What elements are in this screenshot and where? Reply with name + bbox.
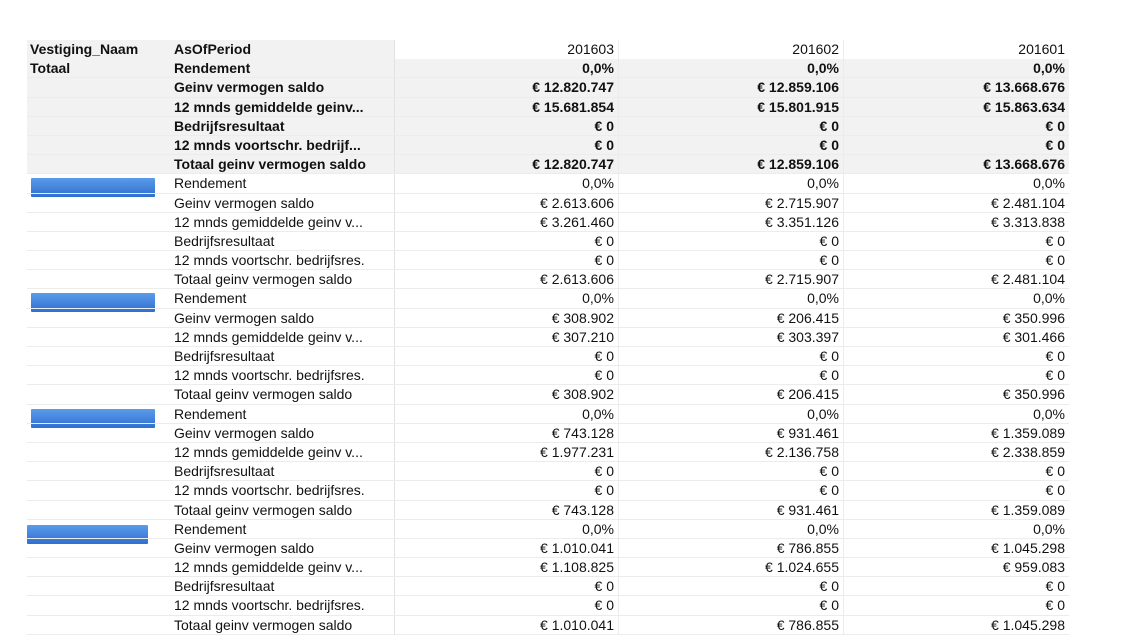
row-label[interactable]: Totaal geinv vermogen saldo	[170, 385, 395, 403]
value-cell[interactable]: 0,0%	[395, 174, 619, 192]
table-row	[27, 155, 1069, 174]
value-cell[interactable]: € 2.715.907	[619, 270, 844, 288]
value-cell[interactable]: € 2.613.606	[395, 270, 619, 288]
value-cell[interactable]: € 0	[619, 251, 844, 269]
value-cell[interactable]: 0,0%	[1033, 175, 1065, 192]
row-label[interactable]: Bedrijfsresultaat	[170, 232, 395, 250]
value-cell[interactable]: € 350.996	[1002, 309, 1065, 326]
table-row	[27, 59, 1069, 78]
table-row	[27, 520, 1069, 539]
branch-group	[27, 405, 1069, 520]
value-cell[interactable]: € 12.820.747	[395, 155, 619, 173]
row-label[interactable]: 12 mnds voortschr. bedrijfsres.	[170, 481, 395, 499]
value-cell[interactable]: € 0	[395, 462, 619, 480]
value-cell[interactable]: € 0	[1045, 367, 1065, 384]
branch-group	[27, 520, 1069, 635]
table-row	[27, 328, 1069, 347]
value-cell[interactable]: € 12.859.106	[619, 155, 844, 173]
value-cell[interactable]: € 2.613.606	[395, 194, 619, 212]
value-cell[interactable]: € 303.397	[619, 328, 844, 346]
value-cell[interactable]: € 0	[395, 577, 619, 595]
header-row	[27, 40, 1069, 59]
value-cell[interactable]: € 0	[619, 347, 844, 365]
row-label[interactable]: Geinv vermogen saldo	[170, 78, 395, 96]
value-cell[interactable]: € 1.024.655	[619, 558, 844, 576]
value-cell[interactable]: € 15.801.915	[619, 98, 844, 116]
row-label[interactable]: Rendement	[170, 520, 395, 538]
table-row	[27, 78, 1069, 97]
value-cell[interactable]: € 786.855	[619, 539, 844, 557]
header-period-3[interactable]: 201601	[1018, 41, 1065, 57]
header-branch-name[interactable]: Vestiging_Naam	[27, 40, 170, 59]
value-cell[interactable]: € 2.481.104	[991, 271, 1065, 288]
value-cell[interactable]: € 0	[844, 136, 1069, 154]
table-row	[27, 213, 1069, 232]
value-cell[interactable]: 0,0%	[619, 405, 844, 423]
row-label[interactable]: 12 mnds voortschr. bedrijfsres.	[170, 596, 395, 614]
value-cell[interactable]: 0,0%	[619, 174, 844, 192]
table-row	[27, 98, 1069, 117]
value-cell[interactable]: € 1.010.041	[395, 616, 619, 634]
value-cell[interactable]: € 931.461	[619, 501, 844, 519]
branch-name: Totaal	[30, 60, 71, 77]
value-cell[interactable]: € 12.820.747	[395, 78, 619, 96]
value-cell[interactable]: € 308.902	[395, 309, 619, 327]
row-label[interactable]: 12 mnds voortschr. bedrijfsres.	[170, 366, 395, 384]
value-cell[interactable]: € 3.351.126	[619, 213, 844, 231]
row-label[interactable]: Bedrijfsresultaat	[170, 347, 395, 365]
value-cell[interactable]: € 0	[395, 117, 619, 135]
value-cell[interactable]: € 1.108.825	[395, 558, 619, 576]
value-cell[interactable]: € 13.668.676	[844, 78, 1069, 96]
value-cell[interactable]: € 0	[395, 481, 619, 499]
value-cell[interactable]: 0,0%	[1033, 520, 1065, 537]
value-cell[interactable]: € 0	[1045, 232, 1065, 249]
value-cell[interactable]: € 0	[619, 596, 844, 614]
value-cell[interactable]: € 743.128	[395, 501, 619, 519]
row-label[interactable]: Totaal geinv vermogen saldo	[170, 501, 395, 519]
branch-group	[27, 59, 1069, 174]
value-cell[interactable]: € 0	[395, 366, 619, 384]
value-cell[interactable]: € 1.977.231	[395, 443, 619, 461]
table-row	[27, 117, 1069, 136]
table-row	[27, 558, 1069, 577]
table-row	[27, 251, 1069, 270]
value-cell[interactable]: € 2.481.104	[991, 194, 1065, 211]
value-cell[interactable]: € 0	[619, 577, 844, 595]
value-cell[interactable]: 0,0%	[619, 59, 844, 77]
row-label[interactable]: Rendement	[170, 59, 395, 77]
value-cell[interactable]: € 308.902	[395, 385, 619, 403]
row-label[interactable]: 12 mnds gemiddelde geinv v...	[170, 443, 395, 461]
value-cell[interactable]: € 0	[619, 232, 844, 250]
table-row	[27, 539, 1069, 558]
value-cell[interactable]: € 350.996	[1002, 386, 1065, 403]
value-cell[interactable]: € 1.010.041	[395, 539, 619, 557]
value-cell[interactable]: € 0	[395, 251, 619, 269]
row-label[interactable]: 12 mnds gemiddelde geinv v...	[170, 558, 395, 576]
table-row	[27, 174, 1069, 193]
value-cell[interactable]: € 0	[619, 117, 844, 135]
value-cell[interactable]: € 206.415	[619, 385, 844, 403]
value-cell[interactable]: € 0	[1045, 463, 1065, 480]
table-row	[27, 347, 1069, 366]
value-cell[interactable]: € 931.461	[619, 424, 844, 442]
value-cell[interactable]: € 0	[1045, 348, 1065, 364]
branch-group	[27, 289, 1069, 404]
row-label[interactable]: 12 mnds gemiddelde geinv...	[170, 98, 395, 116]
row-label[interactable]: 12 mnds gemiddelde geinv v...	[170, 328, 395, 346]
table-row	[27, 309, 1069, 328]
branch-group	[27, 174, 1069, 289]
row-label[interactable]: 12 mnds gemiddelde geinv v...	[170, 213, 395, 231]
row-label[interactable]: Geinv vermogen saldo	[170, 309, 395, 327]
value-cell[interactable]: € 15.863.634	[844, 98, 1069, 116]
row-label[interactable]: Geinv vermogen saldo	[170, 539, 395, 557]
value-cell[interactable]: € 0	[619, 136, 844, 154]
value-cell[interactable]: € 786.855	[619, 616, 844, 634]
value-cell[interactable]: € 206.415	[619, 309, 844, 327]
value-cell[interactable]: € 1.045.298	[991, 616, 1065, 633]
table-row	[27, 385, 1069, 404]
value-cell[interactable]: 0,0%	[395, 405, 619, 423]
value-cell[interactable]: € 1.359.089	[991, 424, 1065, 441]
value-cell[interactable]: € 0	[395, 136, 619, 154]
value-cell[interactable]: € 743.128	[395, 424, 619, 442]
value-cell[interactable]: 0,0%	[619, 520, 844, 538]
row-label[interactable]: Totaal geinv vermogen saldo	[170, 155, 395, 173]
value-cell[interactable]: 0,0%	[395, 59, 619, 77]
row-label[interactable]: Rendement	[170, 174, 395, 192]
value-cell[interactable]: € 301.466	[1002, 328, 1065, 345]
row-label[interactable]: Bedrijfsresultaat	[170, 577, 395, 595]
value-cell[interactable]: 0,0%	[395, 289, 619, 307]
table-row	[27, 136, 1069, 155]
row-label[interactable]: Bedrijfsresultaat	[170, 117, 395, 135]
value-cell[interactable]: € 2.338.859	[991, 443, 1065, 460]
value-cell[interactable]: € 0	[844, 117, 1069, 135]
value-cell[interactable]: € 0	[619, 481, 844, 499]
value-cell[interactable]: 0,0%	[1033, 405, 1065, 422]
row-label[interactable]: Geinv vermogen saldo	[170, 424, 395, 442]
value-cell[interactable]: € 3.261.460	[395, 213, 619, 231]
value-cell[interactable]: € 0	[395, 596, 619, 614]
row-label[interactable]: Geinv vermogen saldo	[170, 194, 395, 212]
table-row	[27, 462, 1069, 481]
value-cell[interactable]: € 3.313.838	[991, 213, 1065, 230]
table-row	[27, 424, 1069, 443]
header-period-2[interactable]: 201602	[619, 40, 844, 59]
table-row	[27, 501, 1069, 520]
value-cell[interactable]: 0,0%	[844, 59, 1069, 77]
value-cell[interactable]: € 0	[395, 232, 619, 250]
header-period-1[interactable]: 201603	[395, 40, 619, 59]
value-cell[interactable]: € 0	[1045, 597, 1065, 614]
table-row	[27, 289, 1069, 308]
value-cell[interactable]: € 307.210	[395, 328, 619, 346]
value-cell[interactable]: € 2.715.907	[619, 194, 844, 212]
table-row	[27, 270, 1069, 289]
value-cell[interactable]: € 0	[1045, 252, 1065, 269]
value-cell[interactable]: € 1.045.298	[991, 539, 1065, 556]
value-cell[interactable]: € 13.668.676	[844, 155, 1069, 173]
row-label[interactable]: Totaal geinv vermogen saldo	[170, 270, 395, 288]
value-cell[interactable]: € 15.681.854	[395, 98, 619, 116]
value-cell[interactable]: € 1.359.089	[991, 501, 1065, 518]
row-label[interactable]: Rendement	[170, 289, 395, 307]
row-label[interactable]: 12 mnds voortschr. bedrijfsres.	[170, 251, 395, 269]
table-body	[27, 59, 1069, 635]
value-cell[interactable]: € 0	[1045, 482, 1065, 499]
table-row	[27, 596, 1069, 615]
table-row	[27, 194, 1069, 213]
row-label[interactable]: 12 mnds voortschr. bedrijf...	[170, 136, 395, 154]
value-cell[interactable]: 0,0%	[619, 289, 844, 307]
table-row	[27, 405, 1069, 424]
value-cell[interactable]: 0,0%	[1033, 290, 1065, 307]
value-cell[interactable]: € 0	[619, 366, 844, 384]
pivot-table	[27, 40, 1069, 635]
table-row	[27, 443, 1069, 462]
value-cell[interactable]: € 0	[619, 462, 844, 480]
value-cell[interactable]: € 12.859.106	[619, 78, 844, 96]
value-cell[interactable]: € 959.083	[1002, 559, 1065, 576]
table-row	[27, 366, 1069, 385]
value-cell[interactable]: 0,0%	[395, 520, 619, 538]
value-cell[interactable]: € 0	[395, 347, 619, 365]
row-label[interactable]: Bedrijfsresultaat	[170, 462, 395, 480]
value-cell[interactable]: € 2.136.758	[619, 443, 844, 461]
value-cell[interactable]: € 0	[1045, 578, 1065, 595]
table-row	[27, 577, 1069, 596]
table-row	[27, 481, 1069, 500]
table-row	[27, 616, 1069, 635]
header-as-of-period[interactable]: AsOfPeriod	[170, 40, 395, 59]
row-label[interactable]: Rendement	[170, 405, 395, 423]
row-label[interactable]: Totaal geinv vermogen saldo	[170, 616, 395, 634]
table-row	[27, 232, 1069, 251]
